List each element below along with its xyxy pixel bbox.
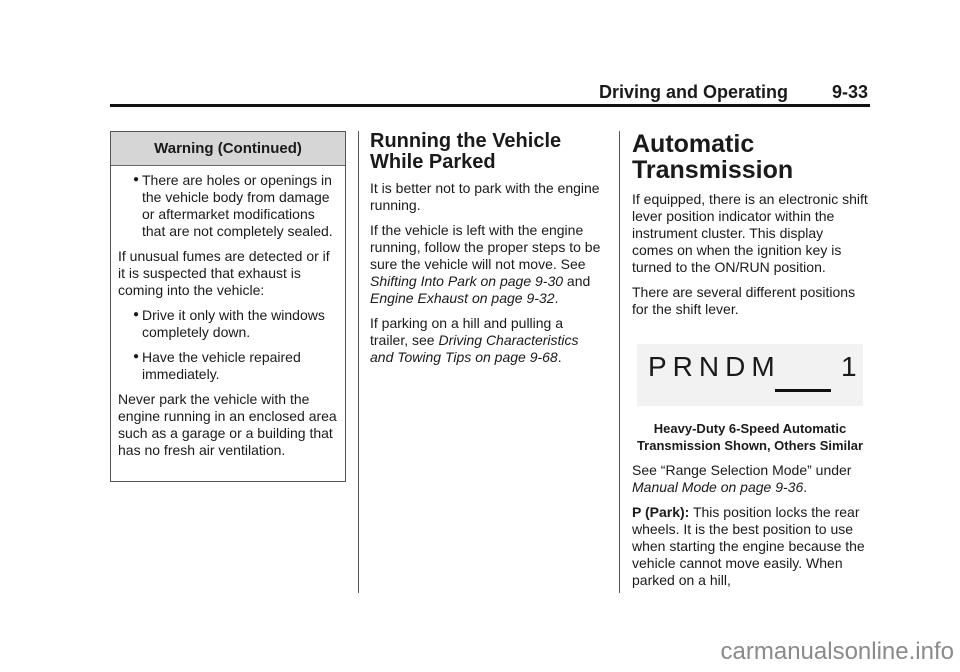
paragraph xyxy=(632,462,868,496)
column-divider-left xyxy=(358,131,359,593)
warning-paragraph: Never park the vehicle with the engine running in an enclosed area such as a garage or a building that has no fresh air ventilation. xyxy=(118,391,337,458)
bullet-dot-icon: ● xyxy=(133,351,140,362)
paragraph-text: This position locks the rear wheels. It is the best position to use when starting the engine because the vehicle cannot move easily. When parked on a hill, xyxy=(632,504,865,588)
cross-reference-link[interactable]: Manual Mode on page 9-36 xyxy=(632,479,804,495)
cross-reference-link[interactable]: Driving Characteristics and Towing Tips on page 9-68 xyxy=(370,332,579,365)
bullet-text: Drive it only with the windows completely down. xyxy=(142,307,325,340)
paragraph-text: . xyxy=(803,479,808,495)
park-label: P (Park): xyxy=(632,504,690,520)
bullet-text: Have the vehicle repaired immediately. xyxy=(142,349,301,382)
paragraph: If equipped, there is an electronic shift lever position indicator within the instrument cluster. This display comes on when the ignition key is turned to the ON/RUN position. xyxy=(632,191,868,275)
paragraph xyxy=(632,504,868,589)
paragraph-text: If parking on a hill and pulling a trailer, see xyxy=(370,315,564,348)
paragraph-text: . xyxy=(554,290,559,306)
column-left xyxy=(110,131,346,482)
warning-title: Warning (Continued) xyxy=(111,132,345,166)
figure-caption: Heavy-Duty 6-Speed Automatic Transmission Shown, Others Similar xyxy=(636,421,864,453)
header-rule xyxy=(110,104,870,107)
warning-bullet xyxy=(118,307,337,341)
warning-paragraph: If unusual fumes are detected or if it is suspected that exhaust is coming into the vehicle: xyxy=(118,248,330,298)
cross-reference-link[interactable]: Shifting Into Park on page 9-30 xyxy=(370,273,564,289)
section-heading-running: Running the Vehicle While Parked xyxy=(370,130,562,173)
column-middle xyxy=(370,131,602,374)
bullet-dot-icon: ● xyxy=(133,174,140,185)
column-divider-right xyxy=(619,131,620,593)
indicator-underline xyxy=(775,389,831,392)
paragraph-text: If the vehicle is left with the engine running, follow the proper steps to be sure the vehicle will not move. See xyxy=(370,222,601,272)
warning-bullet xyxy=(118,172,337,240)
warning-bullet xyxy=(118,349,337,383)
section-title: Driving and Operating xyxy=(598,82,788,102)
indicator-letters: PRNDM xyxy=(648,351,781,382)
indicator-gear-number: 1 xyxy=(841,351,857,382)
paragraph: It is better not to park with the engine running. xyxy=(370,180,600,213)
paragraph: There are several different positions for the shift lever. xyxy=(632,284,856,317)
paragraph-text: and xyxy=(563,273,591,289)
cross-reference-link[interactable]: Engine Exhaust on page 9-32 xyxy=(370,290,555,306)
bullet-text: There are holes or openings in the vehicle body from damage or aftermarket modifications that are not completely sealed. xyxy=(142,172,333,239)
paragraph-text: . xyxy=(557,349,562,365)
paragraph-text: See “Range Selection Mode” under xyxy=(632,462,852,478)
page-header xyxy=(110,80,870,104)
shift-position-indicator xyxy=(637,344,863,406)
page-number: 9-33 xyxy=(831,82,868,102)
bullet-dot-icon: ● xyxy=(133,309,140,320)
section-heading-automatic: Automatic Transmission xyxy=(632,130,794,184)
paragraph xyxy=(370,315,602,366)
warning-box xyxy=(110,131,346,482)
warning-body xyxy=(111,166,345,459)
watermark: carmanualsonline.info xyxy=(720,638,954,665)
column-right xyxy=(632,131,868,597)
paragraph xyxy=(370,222,602,307)
